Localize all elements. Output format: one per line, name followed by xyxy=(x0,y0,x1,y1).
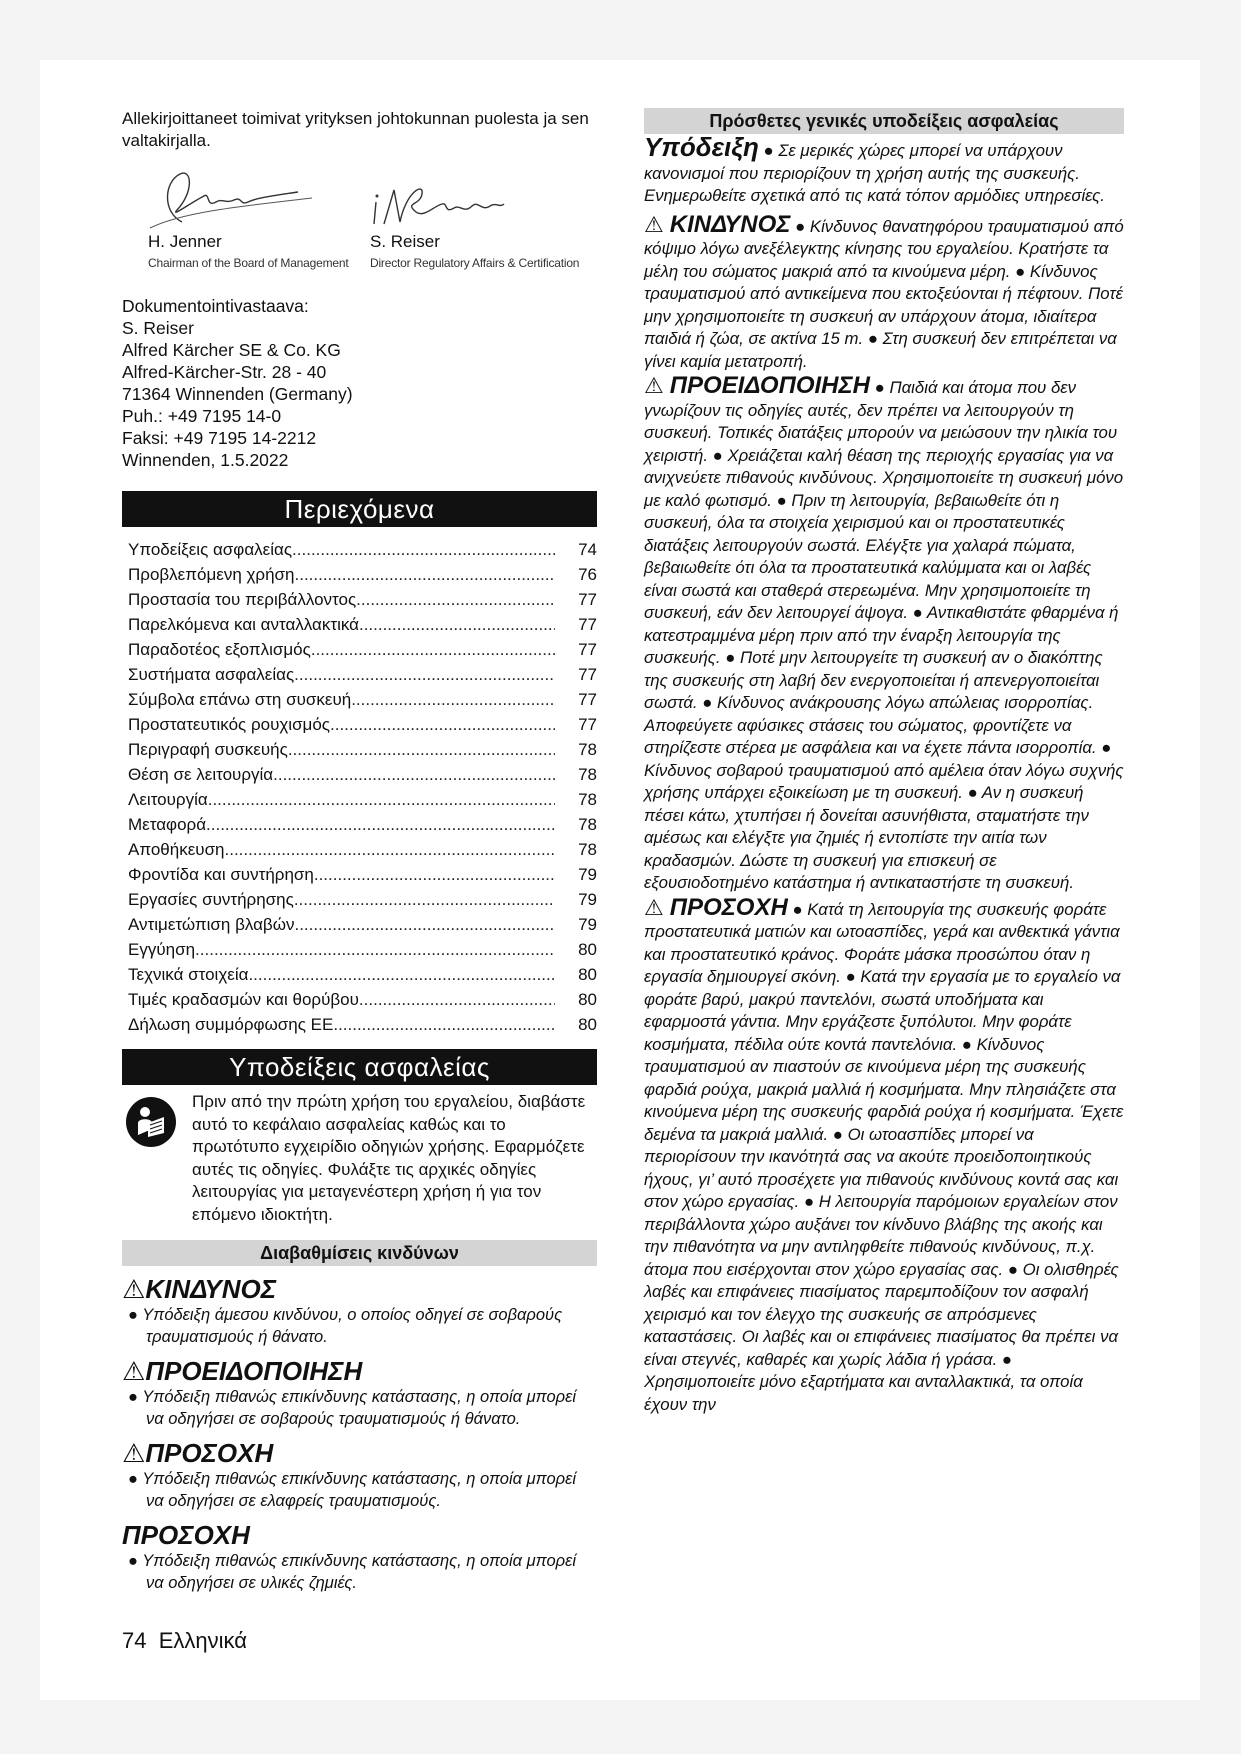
signer-name: H. Jenner xyxy=(148,232,222,251)
toc-entry xyxy=(128,562,597,587)
general-safety-heading: Πρόσθετες γενικές υποδείξεις ασφαλείας xyxy=(644,108,1124,134)
toc-entry-title: Προστατευτικός ρουχισμός xyxy=(128,715,330,734)
toc-entry-title: Θέση σε λειτουργία xyxy=(128,765,274,784)
toc-leader-dots xyxy=(359,987,555,1012)
toc-entry xyxy=(128,937,597,962)
hazard-level-label: ΠΡΟΣΟΧΗ xyxy=(145,1438,274,1468)
toc-entry-page: 74 xyxy=(578,540,597,559)
note-text: ● Σε μερικές χώρες μπορεί να υπάρχουν κανονισμοί που περιορίζουν τη χρήση αυτής της συσκευής. Ενημερωθείτε σχετικά από τις κατά τόπον αρμόδιες υπηρεσίες. xyxy=(644,141,1105,205)
toc-entry xyxy=(128,862,597,887)
hazard-level-label: ΠΡΟΣΟΧΗ xyxy=(122,1520,250,1550)
toc-entry-page: 77 xyxy=(578,640,597,659)
toc-entry-page: 78 xyxy=(578,815,597,834)
warning-lead: ΠΡΟΕΙΔΟΠΟΙΗΣΗ xyxy=(669,372,870,399)
note-paragraph xyxy=(644,132,1124,208)
toc-entry xyxy=(128,612,597,637)
danger-text: ● Κίνδυνος θανατηφόρου τραυματισμού από κόψιμο λόγω ανεξέλεγκτης κίνησης του εργαλείου. Κρατήστε τα μέλη του σώματος μακριά από τα κινούμενα μέρη. ● Κίνδυνος τραυματισμού από αντικείμενα που εκτοξεύονται ή πέφτουν. Ποτέ μην χρησιμοποιείτε τη συσκευή αν υπάρχουν άτομα, ιδιαίτερα παιδιά ή ζώα, σε ακτίνα 15 m. ● Στη συσκευή δεν επιτρέπεται να γίνει καμία μετατροπή. xyxy=(644,216,1124,371)
page-footer xyxy=(122,1628,247,1654)
toc-leader-dots xyxy=(208,787,555,812)
toc-entry-page: 79 xyxy=(578,890,597,909)
signer-name: S. Reiser xyxy=(370,232,440,251)
toc-leader-dots xyxy=(311,637,555,662)
toc-entry-title: Δήλωση συμμόρφωσης ΕΕ xyxy=(128,1015,334,1034)
safety-intro-text: Πριν από την πρώτη χρήση του εργαλείου, διαβάστε αυτό το κεφάλαιο ασφαλείας καθώς και το πρωτότυπο εγχειρίδιο οδηγιών χρήσης. Εφαρμόζετε αυτές τις οδηγίες. Φυλάξτε τις αρχικές οδηγίες λειτουργίας για μεταγενέστερη χρήση ή για τον επόμενο ιδιοκτήτη. xyxy=(192,1092,586,1224)
contact-line: Puh.: +49 7195 14-0 xyxy=(122,406,282,426)
hazard-levels xyxy=(122,1274,597,1594)
toc-leader-dots xyxy=(288,737,555,762)
toc-leader-dots xyxy=(295,562,556,587)
toc-entry xyxy=(128,812,597,837)
toc-entry-page: 79 xyxy=(578,865,597,884)
toc-leader-dots xyxy=(294,887,555,912)
caution-paragraph xyxy=(644,893,1124,1417)
toc-entry-title: Μεταφορά xyxy=(128,815,207,834)
hazard-level-title xyxy=(122,1274,597,1304)
contact-block xyxy=(122,295,597,471)
signatures xyxy=(122,162,597,277)
toc-entry-page: 77 xyxy=(578,615,597,634)
toc-entry-page: 77 xyxy=(578,665,597,684)
toc-entry-page: 77 xyxy=(578,590,597,609)
toc-entry xyxy=(128,537,597,562)
toc-entry-page: 80 xyxy=(578,940,597,959)
signature-jenner xyxy=(122,162,348,270)
toc-leader-dots xyxy=(333,1012,555,1037)
toc-leader-dots xyxy=(292,537,555,562)
toc-leader-dots xyxy=(351,687,555,712)
hazard-levels-heading: Διαβαθμίσεις κινδύνων xyxy=(122,1240,597,1266)
toc-entry-title: Αντιμετώπιση βλαβών xyxy=(128,915,295,934)
toc-entry-title: Εργασίες συντήρησης xyxy=(128,890,294,909)
toc-entry-title: Φροντίδα και συντήρηση xyxy=(128,865,314,884)
toc-leader-dots xyxy=(359,612,555,637)
toc-entry-page: 80 xyxy=(578,965,597,984)
contact-line: Alfred-Kärcher-Str. 28 - 40 xyxy=(122,362,327,382)
toc-entry-title: Προβλεπόμενη χρήση xyxy=(128,565,295,584)
toc-leader-dots xyxy=(225,837,555,862)
toc-entry-title: Υποδείξεις ασφαλείας xyxy=(128,540,293,559)
toc-entry-page: 78 xyxy=(578,840,597,859)
warning-triangle-icon: ⚠ xyxy=(644,894,664,920)
hazard-level-label: ΠΡΟΕΙΔΟΠΟΙΗΣΗ xyxy=(145,1356,363,1386)
warning-triangle-icon: ⚠ xyxy=(122,1274,146,1304)
hazard-level-description: ● Υπόδειξη πιθανώς επικίνδυνης κατάστασης, η οποία μπορεί να οδηγήσει σε σοβαρούς τραυματισμούς ή θάνατο. xyxy=(128,1388,577,1428)
toc-entry xyxy=(128,762,597,787)
toc-entry-page: 78 xyxy=(578,765,597,784)
intro-text: Allekirjoittaneet toimivat yrityksen johtokunnan puolesta ja sen valtakirjalla. xyxy=(122,109,589,150)
hazard-level-title xyxy=(122,1520,597,1550)
toc-entry-title: Συστήματα ασφαλείας xyxy=(128,665,295,684)
safety-intro xyxy=(122,1091,597,1226)
warning-triangle-icon: ⚠ xyxy=(122,1356,146,1386)
toc-entry-page: 80 xyxy=(578,1015,597,1034)
toc-entry xyxy=(128,887,597,912)
toc-entry xyxy=(128,1012,597,1037)
toc-leader-dots xyxy=(314,862,555,887)
contact-line: Alfred Kärcher SE & Co. KG xyxy=(122,340,341,360)
toc-entry xyxy=(128,987,597,1012)
toc-entry-title: Προστασία του περιβάλλοντος xyxy=(128,590,357,609)
toc-entry-title: Τεχνικά στοιχεία xyxy=(128,965,249,984)
toc-entry-title: Σύμβολα επάνω στη συσκευή xyxy=(128,690,352,709)
toc-entry-title: Αποθήκευση xyxy=(128,840,225,859)
toc-entry-title: Περιγραφή συσκευής xyxy=(128,740,288,759)
hazard-level-text: Υπόδειξη πιθανώς επικίνδυνης κατάστασης, η οποία μπορεί να οδηγήσει σε σοβαρούς τραυματισμούς ή θάνατο. xyxy=(142,1388,577,1428)
contact-line: Faksi: +49 7195 14-2212 xyxy=(122,428,317,448)
toc-entry-page: 78 xyxy=(578,790,597,809)
read-manual-icon xyxy=(126,1097,176,1147)
toc-entry-page: 79 xyxy=(578,915,597,934)
toc-entry-page: 78 xyxy=(578,740,597,759)
hazard-level-description: ● Υπόδειξη πιθανώς επικίνδυνης κατάστασης, η οποία μπορεί να οδηγήσει σε ελαφρείς τραυματισμούς. xyxy=(128,1470,577,1510)
contact-label: Dokumentointivastaava: xyxy=(122,296,309,316)
toc-leader-dots xyxy=(294,662,555,687)
toc-leader-dots xyxy=(330,712,555,737)
warning-text: ● Παιδιά και άτομα που δεν γνωρίζουν τις οδηγίες αυτές, δεν πρέπει να λειτουργούν τη συσκευή. Τοπικές διατάξεις μπορούν να μειώσουν την ηλικία του χειριστή. ● Χρειάζεται καλή θέαση της περιοχής εργασίας για να ανιχνεύετε πιθανούς κινδύνους. Χρησιμοποιείτε τη συσκευή μόνο με καλό φωτισμό. ● Πριν τη λειτουργία, βεβαιωθείτε ότι η συσκευή, όλα τα στοιχεία χειρισμού και οι προστατευτικές διατάξεις λειτουργούν σωστά. Ελέγξτε για χαλαρά πώματα, βεβαιωθείτε ότι όλα τα προστατευτικά καλύμματα και οι λαβές είναι σωστά και σταθερά στερεωμένα. Μην χρησιμοποιείτε τη συσκευή, εάν δεν λειτουργεί άψογα. ● Αντικαθιστάτε φθαρμένα ή κατεστραμμένα μέρη πριν από την έναρξη λειτουργία της συσκευής. ● Ποτέ μην λειτουργείτε τη συσκευή αν ο διακόπτης της συσκευής στη λαβή δεν ενεργοποιείται ή απενεργοποιείται σωστά. ● Κίνδυνος ανάκρουσης λόγω απώλειας ισορροπίας. Αποφεύγετε αφύσικες στάσεις του σώματος, φροντίζετε να στηρίζεστε στέρεα με ασφάλεια και να έχετε πάντα ισορροπία. ● Κίνδυνος σοβαρού τραυματισμού από αμέλεια όταν λόγω συχνής χρήσης υπάρχει εξοικείωση με τη συσκευή. ● Αν η συσκευή πέσει κάτω, χτυπήσει ή δονείται ασυνήθιστα, σταματήστε την αμέσως και ελέγξτε για ζημιές ή εντοπίστε την αιτία των κραδασμών. Δώστε τη συσκευή για επισκευή σε εξουσιοδοτημένο κατάστημα ή αντικαταστήστε τη συσκευή. xyxy=(644,378,1124,892)
hazard-level-label: ΚΙΝΔΥΝΟΣ xyxy=(145,1274,277,1304)
safety-heading: Υποδείξεις ασφαλείας xyxy=(122,1049,597,1085)
danger-paragraph xyxy=(644,210,1124,374)
toc-leader-dots xyxy=(248,962,555,987)
toc-entry-title: Εγγύηση xyxy=(128,940,196,959)
toc-leader-dots xyxy=(206,812,555,837)
toc-entry-title: Τιμές κραδασμών και θορύβου xyxy=(128,990,359,1009)
signature-reiser-image xyxy=(344,162,544,236)
hazard-level-text: Υπόδειξη πιθανώς επικίνδυνης κατάστασης, η οποία μπορεί να οδηγήσει σε ελαφρείς τραυματισμούς. xyxy=(142,1470,577,1510)
toc-entry xyxy=(128,662,597,687)
warning-triangle-icon: ⚠ xyxy=(644,373,664,398)
toc-entry xyxy=(128,587,597,612)
hazard-level-description: ● Υπόδειξη άμεσου κινδύνου, ο οποίος οδηγεί σε σοβαρούς τραυματισμούς ή θάνατο. xyxy=(128,1306,563,1346)
toc-leader-dots xyxy=(356,587,555,612)
left-column xyxy=(122,108,597,1594)
note-lead: Υπόδειξη xyxy=(644,132,759,162)
table-of-contents xyxy=(122,537,597,1037)
hazard-level-description: ● Υπόδειξη πιθανώς επικίνδυνης κατάστασης, η οποία μπορεί να οδηγήσει σε υλικές ζημιές. xyxy=(128,1552,577,1592)
signer-title: Chairman of the Board of Management xyxy=(148,256,349,270)
page-number: 74 xyxy=(122,1628,147,1653)
toc-entry xyxy=(128,737,597,762)
toc-entry-page: 80 xyxy=(578,990,597,1009)
toc-leader-dots xyxy=(273,762,555,787)
contact-line: S. Reiser xyxy=(122,318,194,338)
toc-entry xyxy=(128,962,597,987)
hazard-level-text: Υπόδειξη άμεσου κινδύνου, ο οποίος οδηγεί σε σοβαρούς τραυματισμούς ή θάνατο. xyxy=(142,1306,563,1346)
toc-entry-page: 76 xyxy=(578,565,597,584)
toc-entry xyxy=(128,712,597,737)
signature-reiser xyxy=(344,162,579,270)
toc-entry xyxy=(128,837,597,862)
toc-leader-dots xyxy=(294,912,555,937)
danger-lead: ΚΙΝΔΥΝΟΣ xyxy=(669,210,791,238)
warning-paragraph xyxy=(644,372,1124,895)
toc-entry xyxy=(128,637,597,662)
toc-entry-page: 77 xyxy=(578,690,597,709)
toc-heading: Περιεχόμενα xyxy=(122,491,597,527)
signature-jenner-image xyxy=(122,162,322,236)
toc-entry xyxy=(128,912,597,937)
right-column xyxy=(644,108,1124,1416)
hazard-level-text: Υπόδειξη πιθανώς επικίνδυνης κατάστασης, η οποία μπορεί να οδηγήσει σε υλικές ζημιές. xyxy=(142,1552,577,1592)
caution-text: ● Κατά τη λειτουργία της συσκευής φοράτε προστατευτικά ματιών και ωτοασπίδες, γερά και ανθεκτικά γάντια και προστατευτικό κράνος. Φοράτε μάσκα προσώπου όταν η εργασία δημιουργεί σκόνη. ● Κατά την εργασία με το εργαλείο να φοράτε βαρύ, μακρύ παντελόνι, σωστά υποδήματα και εφαρμοστά γάντια. Μην εργάζεστε ξυπόλυτοι. Μην φοράτε κοσμήματα, πέδιλα ούτε κοντά παντελόνια. ● Κίνδυνος τραυματισμού αν πιαστούν σε κινούμενα μέρη της συσκευής φαρδιά ρούχα, μακριά μαλλιά ή κοσμήματα. Μην πλησιάζετε στα κινούμενα μέρη της συσκευής φαρδιά ρούχα ή κοσμήματα. Έχετε δεμένα τα μακριά μαλλιά. ● Οι ωτοασπίδες μπορεί να περιορίσουν την ικανότητά σας να ακούτε προειδοποιητικούς ήχους, γι’ αυτό προσέχετε για πιθανούς κινδύνους κοντά σας και στον χώρο εργασίας. ● Η λειτουργία παρόμοιων εργαλείων στον περιβάλλοντα χώρο αυξάνει τον κίνδυνο βλάβης της ακοής και την πιθανότητα να μην αντιληφθείτε πιθανούς κινδύνους, π.χ. άτομα που εισέρχονται στον χώρο εργασίας σας. ● Οι ολισθηρές λαβές και επιφάνειες πιασίματος παρεμποδίζουν τον ασφαλή χειρισμό και τον έλεγχο της συσκευής σε απρόσμενες καταστάσεις. Οι λαβές και οι επιφάνειες πιασίματος θα πρέπει να είναι στεγνές, καθαρές και χωρίς λάδια ή γράσα. ● Χρησιμοποιείτε μόνο εξαρτήματα και ανταλλακτικά, τα οποία έχουν την xyxy=(644,899,1124,1414)
toc-entry-page: 77 xyxy=(578,715,597,734)
toc-entry-title: Παρελκόμενα και ανταλλακτικά xyxy=(128,615,359,634)
toc-entry-title: Λειτουργία xyxy=(128,790,208,809)
hazard-level-title xyxy=(122,1356,597,1386)
toc-leader-dots xyxy=(195,937,555,962)
hazard-level-title xyxy=(122,1438,597,1468)
caution-lead: ΠΡΟΣΟΧΗ xyxy=(669,893,788,921)
toc-entry xyxy=(128,787,597,812)
warning-triangle-icon: ⚠ xyxy=(644,211,664,237)
contact-line: Winnenden, 1.5.2022 xyxy=(122,450,289,470)
read-manual-icon-graphic xyxy=(126,1097,176,1147)
toc-entry-title: Παραδοτέος εξοπλισμός xyxy=(128,640,311,659)
contact-line: 71364 Winnenden (Germany) xyxy=(122,384,353,404)
signer-title: Director Regulatory Affairs & Certification xyxy=(370,256,580,270)
footer-language: Ελληνικά xyxy=(158,1628,247,1653)
toc-entry xyxy=(128,687,597,712)
warning-triangle-icon: ⚠ xyxy=(122,1438,146,1468)
